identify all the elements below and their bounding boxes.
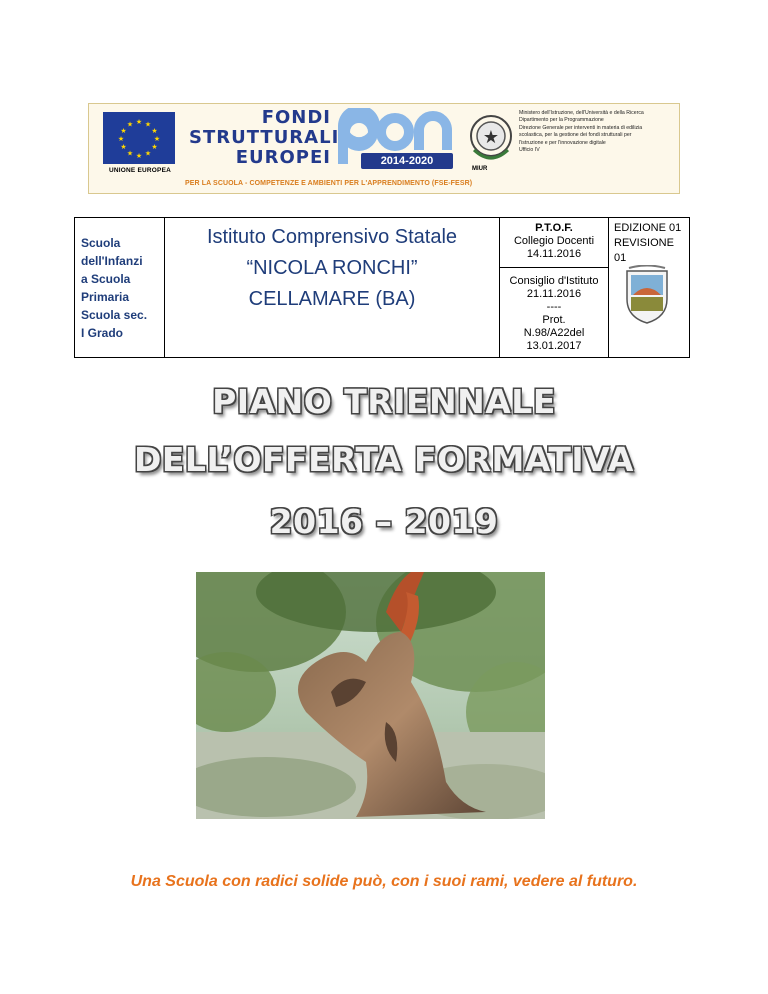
motto-text: Una Scuola con radici solide può, con i suoi rami, vedere al futuro. xyxy=(130,873,638,890)
eu-flag-icon xyxy=(103,112,175,164)
title-years: 2016 – 2019 xyxy=(269,502,499,541)
fondi-strutturali-logo: FONDI STRUTTURALI EUROPEI xyxy=(189,107,340,168)
svg-text:★: ★ xyxy=(117,136,125,143)
institute-name-cell xyxy=(165,218,500,358)
banner-strip-text: PER LA SCUOLA - COMPETENZE E AMBIENTI PER L'APPRENDIMENTO (FSE-FESR) xyxy=(185,180,473,187)
collegio-label: Collegio Docenti xyxy=(513,235,595,247)
svg-text:★: ★ xyxy=(151,128,158,135)
title-line-1: PIANO TRIENNALE xyxy=(212,382,556,421)
eu-label: UNIONE EUROPEA xyxy=(108,167,172,174)
institute-dedication: “NICOLA RONCHI” xyxy=(246,257,418,279)
collegio-date: 14.11.2016 xyxy=(526,248,582,260)
svg-text:★: ★ xyxy=(144,121,152,129)
prot-date: 13.01.2017 xyxy=(526,340,582,352)
school-type-line: Scuola xyxy=(81,236,121,250)
svg-text:★: ★ xyxy=(144,150,152,158)
school-type-line: Scuola sec. xyxy=(81,308,148,322)
cellamare-coat-of-arms-icon xyxy=(621,265,673,325)
svg-text:★: ★ xyxy=(153,136,161,143)
title-line-2: DELL’OFFERTA FORMATIVA xyxy=(134,440,634,479)
svg-text:★: ★ xyxy=(120,128,127,135)
consiglio-date: 21.11.2016 xyxy=(526,288,582,300)
school-type-line: a Scuola xyxy=(81,272,131,286)
edition-label: EDIZIONE 01 xyxy=(614,222,682,234)
svg-text:★: ★ xyxy=(120,144,127,151)
svg-text:★: ★ xyxy=(126,150,134,158)
school-type-line: dell'Infanzi xyxy=(81,254,143,268)
institute-name: Istituto Comprensivo Statale xyxy=(206,226,458,248)
svg-text:★: ★ xyxy=(126,121,134,129)
svg-text:★: ★ xyxy=(151,144,158,151)
eu-logo xyxy=(101,112,179,178)
document-header-table xyxy=(74,217,690,358)
consiglio-label: Consiglio d'Istituto xyxy=(509,275,599,287)
ministry-text: Ministero dell'Istruzione, dell'Università e della Ricerca Dipartimento per la Programmazione Direzione Generale per interventi in materia di edilizia scolastica, per la gestione dei fondi strutturali per l'istruzione e per l'innovazione digitale Ufficio IV xyxy=(519,110,644,154)
institute-location: CELLAMARE (BA) xyxy=(248,288,416,310)
school-types-cell xyxy=(75,218,165,358)
miur-label: MIUR xyxy=(472,166,488,172)
school-type-line: Primaria xyxy=(81,290,130,304)
separator-text: ---- xyxy=(546,301,562,313)
ptof-label: P.T.O.F. xyxy=(535,222,573,234)
ptof-approval-cell xyxy=(500,218,609,358)
svg-text:★: ★ xyxy=(482,127,500,147)
pon-years-badge: 2014-2020 xyxy=(361,153,453,169)
svg-text:★: ★ xyxy=(135,119,143,126)
prot-number: N.98/A22del xyxy=(523,327,585,339)
prot-label: Prot. xyxy=(542,314,566,326)
school-type-line: I Grado xyxy=(81,326,124,340)
pon-banner xyxy=(88,103,680,194)
svg-text:★: ★ xyxy=(135,153,143,160)
olive-tree-photo xyxy=(196,572,545,819)
revision-label: REVISIONE 01 xyxy=(614,237,674,264)
italian-republic-emblem-icon xyxy=(466,110,516,166)
